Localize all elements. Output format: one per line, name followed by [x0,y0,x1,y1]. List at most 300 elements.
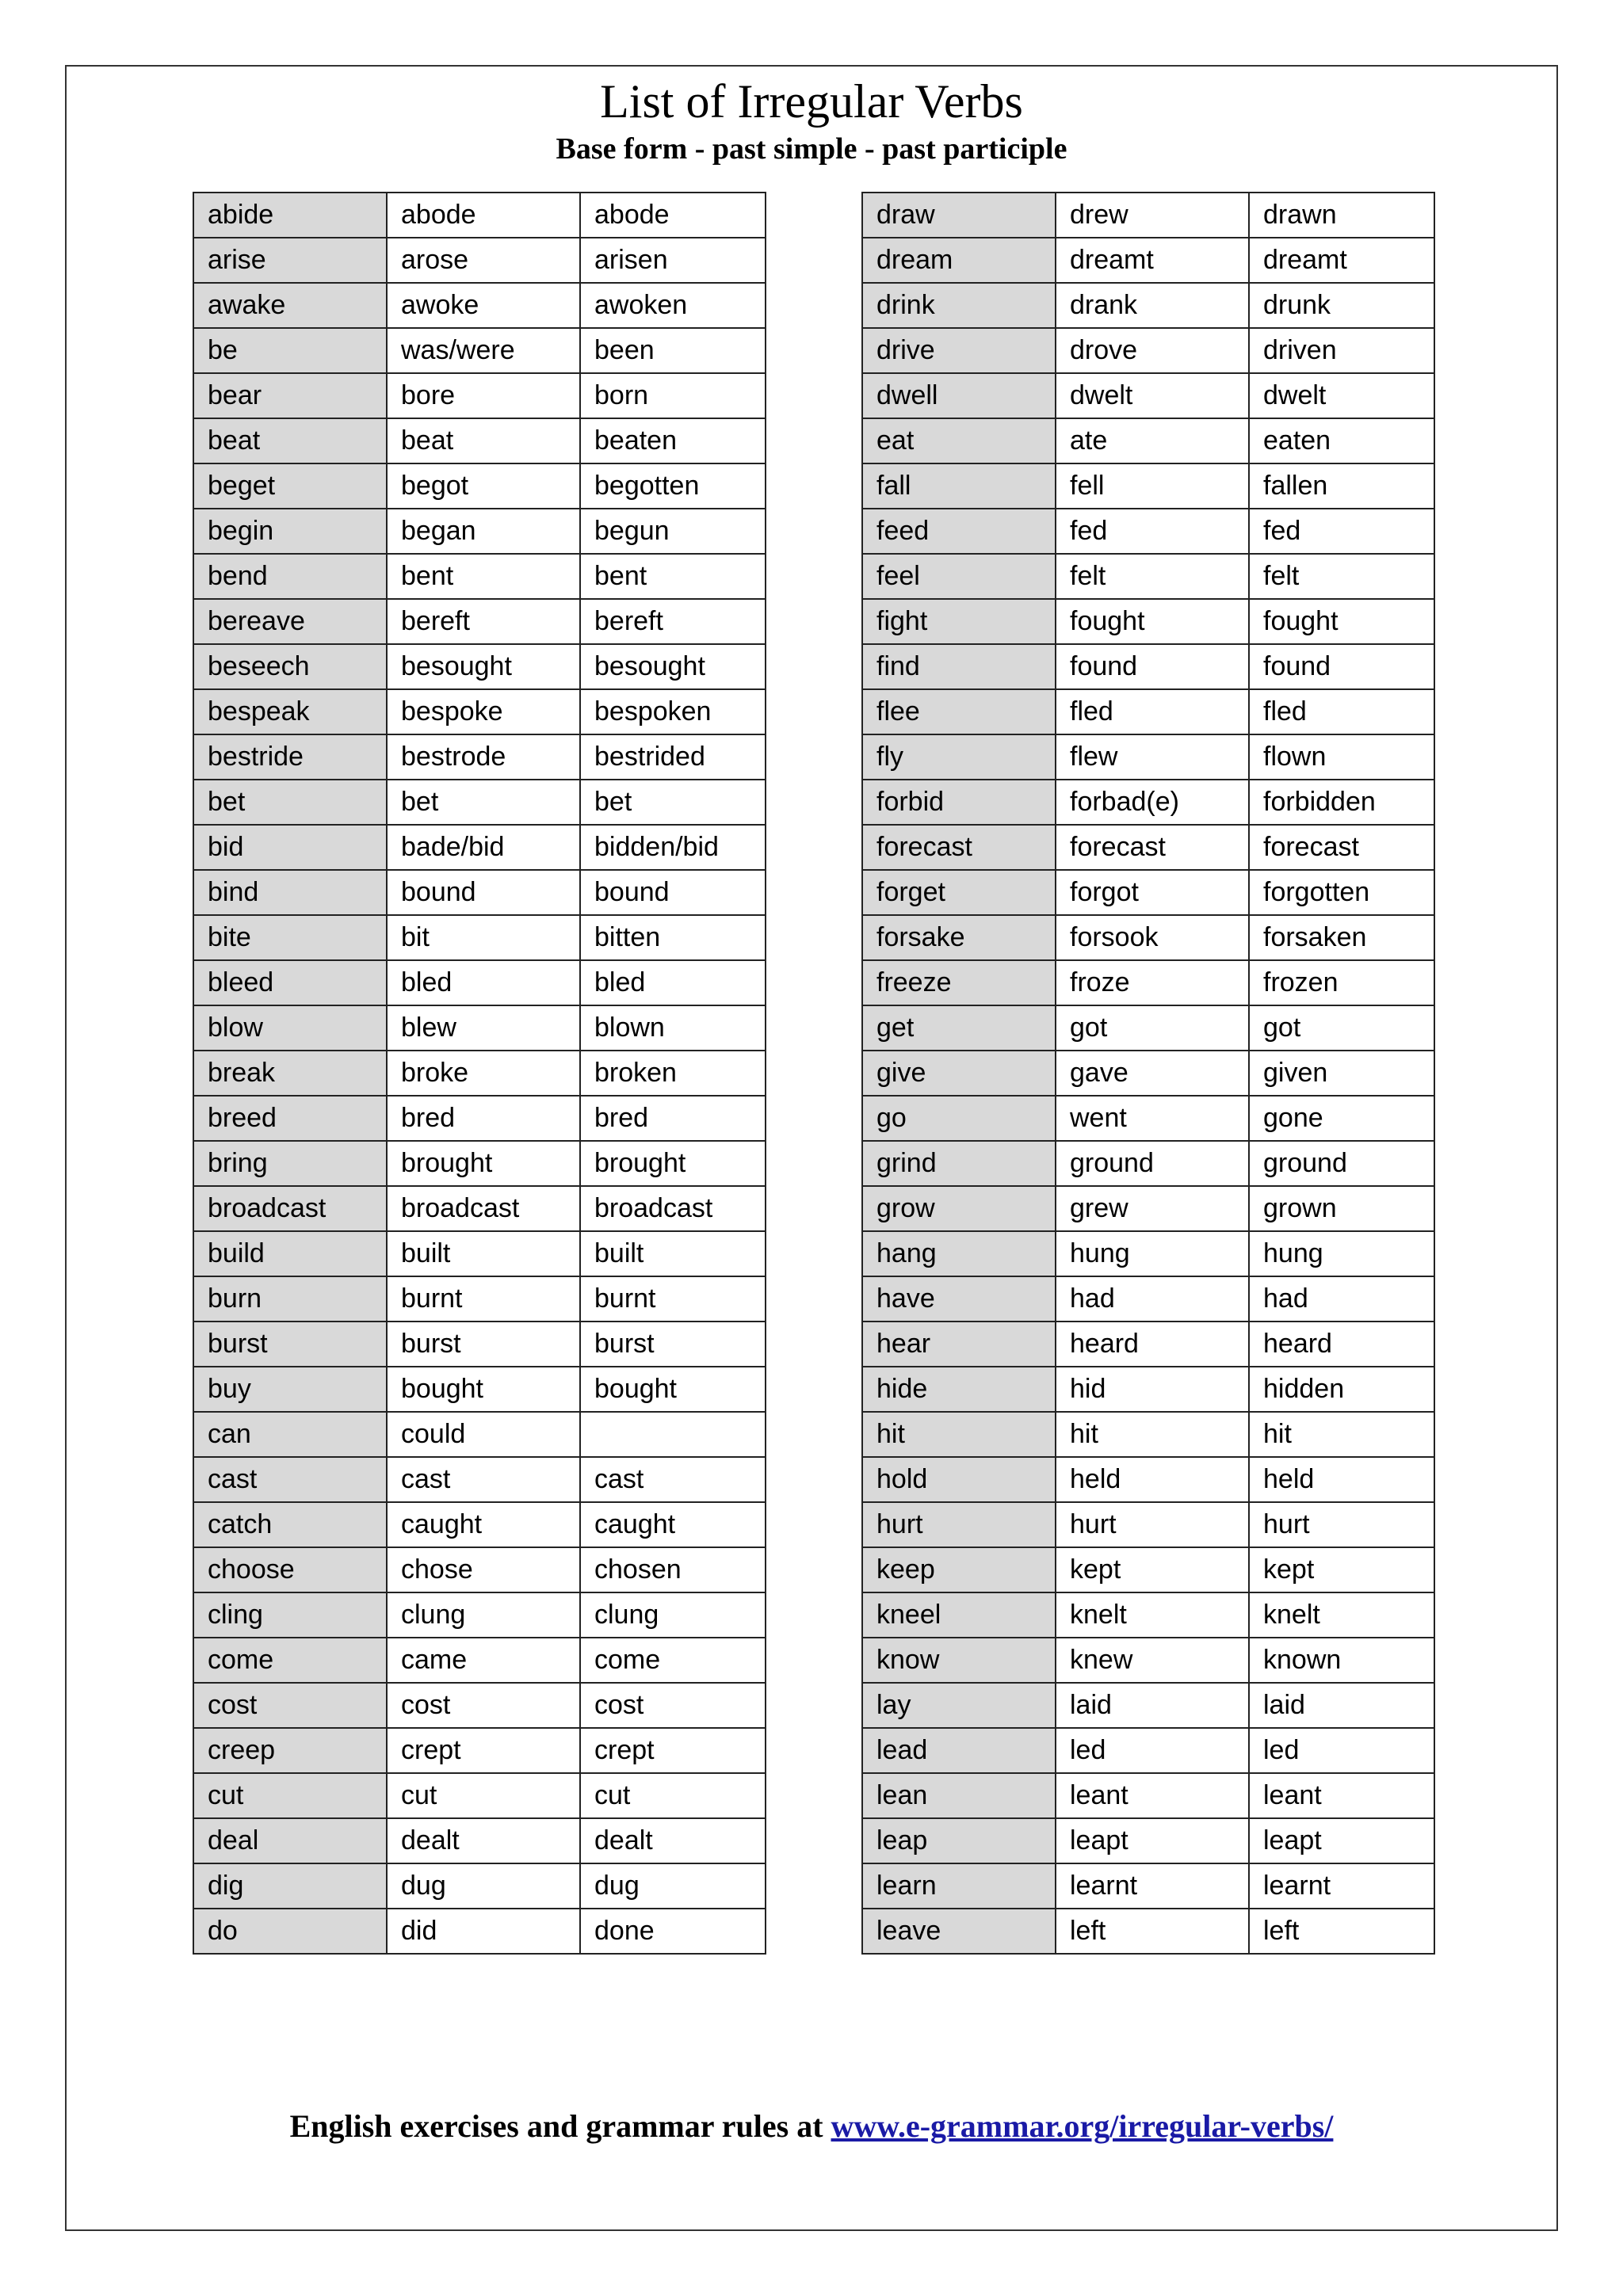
base-form-cell: hear [862,1322,1056,1367]
past-simple-cell: ground [1056,1141,1249,1186]
past-participle-cell [580,1412,766,1457]
base-form-cell: fly [862,734,1056,780]
base-form-cell: hold [862,1457,1056,1502]
past-participle-cell: led [1249,1728,1434,1773]
past-participle-cell: begun [580,509,766,554]
base-form-cell: burn [193,1276,387,1322]
past-simple-cell: dreamt [1056,238,1249,283]
past-simple-cell: did [387,1909,580,1954]
past-participle-cell: cut [580,1773,766,1818]
verb-row [193,1502,766,1547]
verb-row [862,283,1434,328]
verb-row [862,1592,1434,1638]
base-form-cell: lean [862,1773,1056,1818]
verb-row [193,1141,766,1186]
verb-row [862,1276,1434,1322]
verb-row [862,373,1434,418]
past-participle-cell: dug [580,1863,766,1909]
past-participle-cell: eaten [1249,418,1434,463]
past-simple-cell: bit [387,915,580,960]
verb-row [193,1863,766,1909]
past-participle-cell: clung [580,1592,766,1638]
past-participle-cell: cast [580,1457,766,1502]
base-form-cell: can [193,1412,387,1457]
past-simple-cell: found [1056,644,1249,689]
past-participle-cell: leant [1249,1773,1434,1818]
past-participle-cell: bought [580,1367,766,1412]
past-participle-cell: frozen [1249,960,1434,1005]
base-form-cell: bind [193,870,387,915]
past-simple-cell: bespoke [387,689,580,734]
past-simple-cell: blew [387,1005,580,1051]
page-subtitle: Base form - past simple - past participle [556,132,1067,166]
past-participle-cell: dwelt [1249,373,1434,418]
past-participle-cell: bred [580,1096,766,1141]
base-form-cell: bestride [193,734,387,780]
base-form-cell: broadcast [193,1186,387,1231]
past-simple-cell: leant [1056,1773,1249,1818]
verb-row [862,1547,1434,1592]
base-form-cell: learn [862,1863,1056,1909]
past-participle-cell: dreamt [1249,238,1434,283]
past-simple-cell: held [1056,1457,1249,1502]
base-form-cell: do [193,1909,387,1954]
past-simple-cell: led [1056,1728,1249,1773]
verb-row [862,238,1434,283]
past-simple-cell: abode [387,193,580,238]
verb-row [193,554,766,599]
past-participle-cell: broadcast [580,1186,766,1231]
past-participle-cell: arisen [580,238,766,283]
base-form-cell: beseech [193,644,387,689]
base-form-cell: deal [193,1818,387,1863]
past-simple-cell: began [387,509,580,554]
verb-row [862,1683,1434,1728]
verb-row [193,1818,766,1863]
past-participle-cell: held [1249,1457,1434,1502]
past-participle-cell: fallen [1249,463,1434,509]
footer [0,2106,1623,2147]
past-simple-cell: bade/bid [387,825,580,870]
past-participle-cell: besought [580,644,766,689]
base-form-cell: break [193,1051,387,1096]
past-simple-cell: bred [387,1096,580,1141]
verb-row [193,373,766,418]
base-form-cell: bespeak [193,689,387,734]
past-simple-cell: bent [387,554,580,599]
past-simple-cell: left [1056,1909,1249,1954]
base-form-cell: arise [193,238,387,283]
past-participle-cell: given [1249,1051,1434,1096]
verb-row [193,1773,766,1818]
base-form-cell: kneel [862,1592,1056,1638]
past-participle-cell: drawn [1249,193,1434,238]
past-participle-cell: hit [1249,1412,1434,1457]
past-simple-cell: bet [387,780,580,825]
base-form-cell: lay [862,1683,1056,1728]
base-form-cell: bet [193,780,387,825]
verb-row [862,870,1434,915]
verb-row [862,644,1434,689]
base-form-cell: eat [862,418,1056,463]
base-form-cell: cut [193,1773,387,1818]
verb-row [193,463,766,509]
verb-row [193,644,766,689]
base-form-cell: hang [862,1231,1056,1276]
verb-row [193,1457,766,1502]
verb-row [193,960,766,1005]
verb-row [193,1728,766,1773]
past-simple-cell: beat [387,418,580,463]
past-participle-cell: ground [1249,1141,1434,1186]
base-form-cell: find [862,644,1056,689]
verb-row [862,328,1434,373]
past-simple-cell: bound [387,870,580,915]
base-form-cell: bring [193,1141,387,1186]
base-form-cell: go [862,1096,1056,1141]
past-participle-cell: hung [1249,1231,1434,1276]
past-participle-cell: knelt [1249,1592,1434,1638]
base-form-cell: give [862,1051,1056,1096]
verb-row [193,1005,766,1051]
page-title: List of Irregular Verbs [600,75,1023,128]
verb-row [193,1909,766,1954]
verb-row [862,689,1434,734]
verb-row [862,915,1434,960]
past-participle-cell: broken [580,1051,766,1096]
past-simple-cell: bore [387,373,580,418]
verb-row [193,1367,766,1412]
past-simple-cell: cast [387,1457,580,1502]
past-participle-cell: hidden [1249,1367,1434,1412]
past-simple-cell: begot [387,463,580,509]
past-simple-cell: hid [1056,1367,1249,1412]
verb-row [862,1231,1434,1276]
past-participle-cell: awoken [580,283,766,328]
past-simple-cell: caught [387,1502,580,1547]
past-simple-cell: chose [387,1547,580,1592]
base-form-cell: bear [193,373,387,418]
base-form-cell: beat [193,418,387,463]
verb-row [862,463,1434,509]
past-participle-cell: brought [580,1141,766,1186]
base-form-cell: forecast [862,825,1056,870]
past-simple-cell: went [1056,1096,1249,1141]
past-simple-cell: could [387,1412,580,1457]
past-simple-cell: fought [1056,599,1249,644]
past-participle-cell: laid [1249,1683,1434,1728]
base-form-cell: keep [862,1547,1056,1592]
past-participle-cell: cost [580,1683,766,1728]
past-participle-cell: bet [580,780,766,825]
verb-row [862,1728,1434,1773]
past-participle-cell: got [1249,1005,1434,1051]
base-form-cell: bleed [193,960,387,1005]
past-participle-cell: built [580,1231,766,1276]
past-participle-cell: fed [1249,509,1434,554]
base-form-cell: dig [193,1863,387,1909]
past-simple-cell: froze [1056,960,1249,1005]
past-simple-cell: felt [1056,554,1249,599]
verb-row [193,825,766,870]
past-simple-cell: laid [1056,1683,1249,1728]
base-form-cell: hit [862,1412,1056,1457]
past-participle-cell: chosen [580,1547,766,1592]
past-simple-cell: bought [387,1367,580,1412]
base-form-cell: be [193,328,387,373]
verb-row [193,1231,766,1276]
verb-row [862,1096,1434,1141]
past-participle-cell: found [1249,644,1434,689]
past-participle-cell: grown [1249,1186,1434,1231]
past-participle-cell: bestrided [580,734,766,780]
verb-row [862,193,1434,238]
past-simple-cell: built [387,1231,580,1276]
past-simple-cell: knelt [1056,1592,1249,1638]
base-form-cell: cast [193,1457,387,1502]
verb-row [193,1276,766,1322]
past-participle-cell: been [580,328,766,373]
past-simple-cell: dealt [387,1818,580,1863]
base-form-cell: dream [862,238,1056,283]
past-participle-cell: caught [580,1502,766,1547]
base-form-cell: feel [862,554,1056,599]
base-form-cell: forsake [862,915,1056,960]
base-form-cell: leap [862,1818,1056,1863]
past-participle-cell: drunk [1249,283,1434,328]
past-participle-cell: come [580,1638,766,1683]
verb-row [193,734,766,780]
base-form-cell: breed [193,1096,387,1141]
verb-row [193,1412,766,1457]
past-simple-cell: bestrode [387,734,580,780]
past-participle-cell: dealt [580,1818,766,1863]
past-participle-cell: fled [1249,689,1434,734]
past-simple-cell: learnt [1056,1863,1249,1909]
base-form-cell: freeze [862,960,1056,1005]
verb-row [862,1638,1434,1683]
base-form-cell: fight [862,599,1056,644]
verb-row [862,1051,1434,1096]
past-simple-cell: cost [387,1683,580,1728]
past-simple-cell: leapt [1056,1818,1249,1863]
verb-row [193,1683,766,1728]
past-simple-cell: ate [1056,418,1249,463]
past-simple-cell: flew [1056,734,1249,780]
verb-row [193,1547,766,1592]
past-participle-cell: born [580,373,766,418]
past-participle-cell: bound [580,870,766,915]
past-simple-cell: broadcast [387,1186,580,1231]
base-form-cell: draw [862,193,1056,238]
verb-row [862,825,1434,870]
past-simple-cell: hit [1056,1412,1249,1457]
past-simple-cell: arose [387,238,580,283]
past-participle-cell: bitten [580,915,766,960]
verb-row [193,509,766,554]
past-simple-cell: fell [1056,463,1249,509]
past-participle-cell: forgotten [1249,870,1434,915]
past-simple-cell: bled [387,960,580,1005]
base-form-cell: get [862,1005,1056,1051]
verb-row [862,418,1434,463]
base-form-cell: blow [193,1005,387,1051]
verb-row [862,1186,1434,1231]
past-participle-cell: bent [580,554,766,599]
base-form-cell: creep [193,1728,387,1773]
past-simple-cell: came [387,1638,580,1683]
verb-row [862,780,1434,825]
base-form-cell: bereave [193,599,387,644]
verb-table-right [861,192,1435,1955]
past-simple-cell: drew [1056,193,1249,238]
past-simple-cell: hung [1056,1231,1249,1276]
past-simple-cell: heard [1056,1322,1249,1367]
past-participle-cell: abode [580,193,766,238]
past-simple-cell: had [1056,1276,1249,1322]
verb-row [193,1186,766,1231]
base-form-cell: cost [193,1683,387,1728]
past-participle-cell: gone [1249,1096,1434,1141]
base-form-cell: know [862,1638,1056,1683]
verb-row [862,1863,1434,1909]
past-simple-cell: grew [1056,1186,1249,1231]
footer-link[interactable]: www.e-grammar.org/irregular-verbs/ [831,2108,1334,2144]
past-participle-cell: known [1249,1638,1434,1683]
past-participle-cell: had [1249,1276,1434,1322]
base-form-cell: have [862,1276,1056,1322]
verb-row [862,599,1434,644]
verb-row [193,193,766,238]
base-form-cell: build [193,1231,387,1276]
base-form-cell: hurt [862,1502,1056,1547]
verb-row [193,418,766,463]
verb-row [862,1818,1434,1863]
past-participle-cell: blown [580,1005,766,1051]
past-participle-cell: driven [1249,328,1434,373]
verb-row [862,960,1434,1005]
past-simple-cell: awoke [387,283,580,328]
verb-row [862,1502,1434,1547]
base-form-cell: come [193,1638,387,1683]
past-simple-cell: forsook [1056,915,1249,960]
verb-row [862,509,1434,554]
past-simple-cell: drank [1056,283,1249,328]
base-form-cell: lead [862,1728,1056,1773]
past-participle-cell: learnt [1249,1863,1434,1909]
verb-table-left [193,192,766,1955]
verb-row [862,1005,1434,1051]
past-simple-cell: besought [387,644,580,689]
past-participle-cell: forsaken [1249,915,1434,960]
past-simple-cell: got [1056,1005,1249,1051]
past-participle-cell: bereft [580,599,766,644]
past-participle-cell: flown [1249,734,1434,780]
verb-row [862,1367,1434,1412]
base-form-cell: choose [193,1547,387,1592]
past-simple-cell: burnt [387,1276,580,1322]
base-form-cell: buy [193,1367,387,1412]
past-participle-cell: hurt [1249,1502,1434,1547]
past-simple-cell: knew [1056,1638,1249,1683]
base-form-cell: abide [193,193,387,238]
base-form-cell: fall [862,463,1056,509]
past-simple-cell: drove [1056,328,1249,373]
base-form-cell: forget [862,870,1056,915]
verb-row [193,1051,766,1096]
base-form-cell: begin [193,509,387,554]
past-participle-cell: bespoken [580,689,766,734]
verb-row [193,1638,766,1683]
past-simple-cell: clung [387,1592,580,1638]
base-form-cell: dwell [862,373,1056,418]
base-form-cell: hide [862,1367,1056,1412]
verb-row [862,734,1434,780]
base-form-cell: bend [193,554,387,599]
base-form-cell: forbid [862,780,1056,825]
past-simple-cell: dug [387,1863,580,1909]
base-form-cell: bite [193,915,387,960]
verb-row [193,283,766,328]
past-participle-cell: done [580,1909,766,1954]
past-participle-cell: forbidden [1249,780,1434,825]
past-simple-cell: gave [1056,1051,1249,1096]
past-participle-cell: crept [580,1728,766,1773]
past-simple-cell: broke [387,1051,580,1096]
past-participle-cell: beaten [580,418,766,463]
past-participle-cell: fought [1249,599,1434,644]
verb-row [193,1592,766,1638]
footer-text: English exercises and grammar rules at [289,2108,831,2144]
base-form-cell: cling [193,1592,387,1638]
past-simple-cell: crept [387,1728,580,1773]
past-simple-cell: brought [387,1141,580,1186]
past-simple-cell: dwelt [1056,373,1249,418]
verb-row [193,328,766,373]
verb-row [862,1909,1434,1954]
past-simple-cell: forbad(e) [1056,780,1249,825]
past-participle-cell: bidden/bid [580,825,766,870]
base-form-cell: drink [862,283,1056,328]
verb-row [193,870,766,915]
base-form-cell: flee [862,689,1056,734]
base-form-cell: grind [862,1141,1056,1186]
past-participle-cell: burnt [580,1276,766,1322]
base-form-cell: bid [193,825,387,870]
verb-row [193,915,766,960]
base-form-cell: grow [862,1186,1056,1231]
verb-row [193,1322,766,1367]
verb-row [193,238,766,283]
base-form-cell: feed [862,509,1056,554]
past-participle-cell: felt [1249,554,1434,599]
past-participle-cell: burst [580,1322,766,1367]
past-simple-cell: fled [1056,689,1249,734]
past-simple-cell: hurt [1056,1502,1249,1547]
past-simple-cell: kept [1056,1547,1249,1592]
verb-row [862,1141,1434,1186]
past-simple-cell: cut [387,1773,580,1818]
verb-row [193,1096,766,1141]
base-form-cell: awake [193,283,387,328]
past-participle-cell: heard [1249,1322,1434,1367]
verb-row [862,554,1434,599]
past-participle-cell: left [1249,1909,1434,1954]
past-participle-cell: begotten [580,463,766,509]
past-participle-cell: leapt [1249,1818,1434,1863]
past-simple-cell: bereft [387,599,580,644]
verb-row [862,1412,1434,1457]
